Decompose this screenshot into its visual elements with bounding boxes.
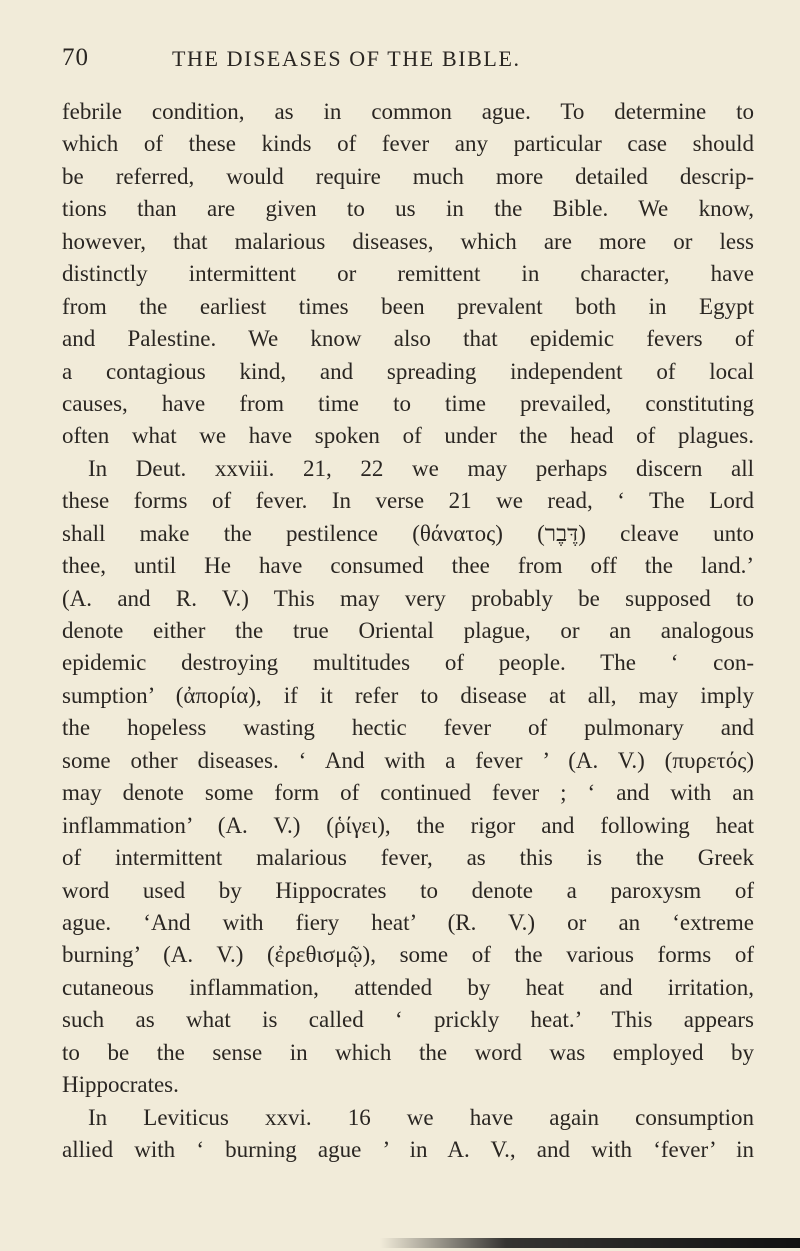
text-line: shall make the pestilence (θάνατος) (דֶּבֶר) cleave unto [62,520,754,546]
text-line: however, that malarious diseases, which are more or less [62,228,754,254]
text-line: burning’ (A. V.) (ἐρεθισμῷ), some of the various forms of [62,942,754,968]
text-line: to be the sense in which the word was employed by [62,1039,754,1065]
text-line: (A. and R. V.) This may very probably be supposed to [62,585,754,611]
text-line: epidemic destroying multitudes of people. The ‘ con- [62,650,754,676]
text-line: the hopeless wasting hectic fever of pulmonary and [62,715,754,741]
text-line: febrile condition, as in common ague. To determine to [62,99,754,124]
page-number: 70 [62,44,89,71]
page-bottom-shadow [380,1238,800,1248]
text-line: may denote some form of continued fever ; ‘ and with an [62,780,754,806]
text-line: inflammation’ (A. V.) (ῥίγει), the rigor and following heat [62,812,754,838]
text-line: these forms of fever. In verse 21 we read, ‘ The Lord [62,488,754,514]
text-line: from the earliest times been prevalent both in Egypt [62,293,754,319]
text-line: In Leviticus xxvi. 16 we have again consumption [88,1104,754,1130]
text-line: sumption’ (ἀπορία), if it refer to disease at all, may imply [62,682,754,708]
text-line: Hippocrates. [62,1072,179,1098]
text-line: tions than are given to us in the Bible. We know, [62,196,754,222]
text-line: which of these kinds of fever any particular case should [62,131,754,157]
text-line: a contagious kind, and spreading independent of local [62,358,754,384]
text-line: denote either the true Oriental plague, or an analogous [62,618,754,643]
text-line: ague. ‘And with fiery heat’ (R. V.) or an ‘extreme [62,909,754,935]
text-line: In Deut. xxviii. 21, 22 we may perhaps discern all [88,455,754,481]
text-line: thee, until He have consumed thee from off the land.’ [62,553,754,579]
text-line: distinctly intermittent or remittent in character, have [62,261,754,287]
text-line: allied with ‘ burning ague ’ in A. V., and with ‘fever’ in [62,1137,754,1162]
text-line: and Palestine. We know also that epidemic fevers of [62,326,754,352]
text-line: be referred, would require much more detailed descrip- [62,163,754,189]
page-header [62,44,742,78]
text-line: cutaneous inflammation, attended by heat and irritation, [62,974,754,1000]
text-line: such as what is called ‘ prickly heat.’ This appears [62,1007,754,1033]
text-line: often what we have spoken of under the head of plagues. [62,423,754,449]
running-title: THE DISEASES OF THE BIBLE. [172,46,521,71]
text-line: of intermittent malarious fever, as this is the Greek [62,845,754,871]
text-line: causes, have from time to time prevailed, constituting [62,390,754,416]
text-line: word used by Hippocrates to denote a paroxysm of [62,877,754,903]
body-text [62,96,754,1166]
text-line: some other diseases. ‘ And with a fever ’ (A. V.) (πυρετός) [62,747,754,773]
